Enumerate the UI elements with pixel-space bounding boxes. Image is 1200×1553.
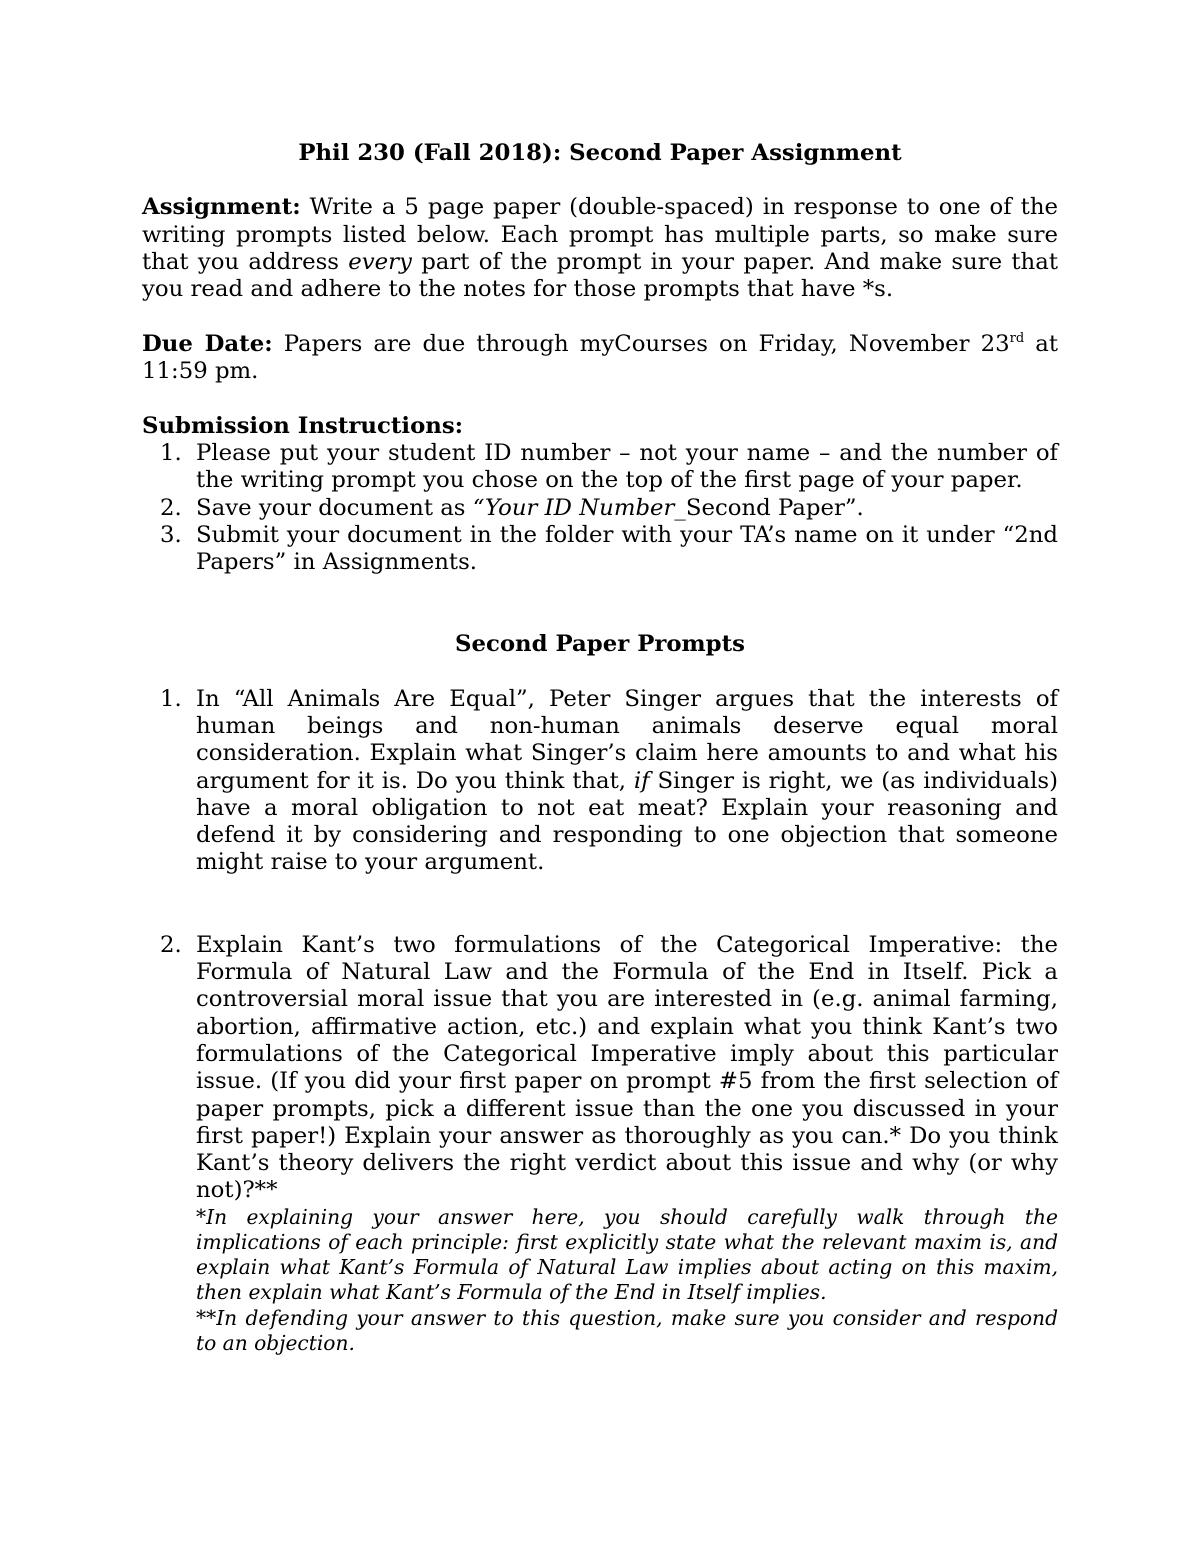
submission-item-text: Please put your student ID number – not your name – and the number of the writing prompt you chose on the top of the first page of your paper. — [196, 439, 1058, 494]
due-date-text-a: Papers are due through myCourses on Friday, November 23 — [272, 330, 1010, 357]
prompts-list-continued — [142, 932, 1058, 1356]
list-number: 3. — [160, 521, 182, 548]
prompt-text: Explain Kant’s two formulations of the Categorical Imperative: the Formula of Natural Law and the Formula of the End in Itself. Pick a controversial moral issue that you are interested in (e.g. animal farming, abortion, affirmative action, etc.) and explain what you think Kant’s two formulations of the Categorical Imperative imply about this particular issue. (If you did your first paper on prompt #5 from the first selection of paper prompts, pick a different issue than the one you discussed in your first paper!) Explain your answer as thoroughly as you can.* Do you think Kant’s theory delivers the right verdict about this issue and why (or why not)?** — [196, 931, 1058, 1204]
prompts-heading: Second Paper Prompts — [455, 631, 745, 658]
list-number: 1. — [160, 439, 182, 466]
assignment-emphasis: every — [348, 248, 412, 275]
submission-list — [142, 440, 1058, 576]
submission-heading: Submission Instructions: — [142, 412, 464, 439]
submission-item-2 — [142, 495, 1058, 522]
assignment-paragraph — [142, 194, 1058, 303]
list-number: 1. — [160, 685, 182, 712]
prompt-text-b: Singer is right, we (as individuals) have a moral obligation to not eat meat? Explain your reasoning and defend it by considering and responding to one objection that someone might raise to your argument. — [196, 767, 1058, 876]
due-date-text-b: at 11:59 pm. — [142, 330, 1059, 385]
prompt-note-1: *In explaining your answer here, you should carefully walk through the implications of each principle: first explicitly state what the relevant maxim is, and explain what Kant’s Formula of Natural Law implies about acting on this maxim, then explain what Kant’s Formula of the End in Itself implies. — [196, 1204, 1058, 1305]
assignment-text-a: Write a 5 page paper (double-spaced) in response to one of the writing prompts listed below. Each prompt has multiple parts, so make sure that you address — [142, 194, 1058, 275]
list-number: 2. — [160, 931, 182, 958]
prompt-italic: if — [633, 767, 650, 794]
document-page — [142, 140, 1058, 1356]
due-date-label: Due Date: — [142, 330, 273, 357]
due-date-paragraph — [142, 331, 1058, 386]
submission-item-text-a: Save your document as — [196, 494, 473, 521]
submission-item-text: Submit your document in the folder with your TA’s name on it under “2nd Papers” in Assignments. — [196, 521, 1058, 576]
prompt-text-a: In “All Animals Are Equal”, Peter Singer argues that the interests of human beings and non-human animals deserve equal moral consideration. Explain what Singer’s claim here amounts to and what his argument for it is. Do you think that, — [196, 685, 1058, 794]
assignment-text-b: part of the prompt in your paper. And make sure that you read and adhere to the notes for those prompts that have *s. — [142, 248, 1058, 303]
prompt-item-1 — [142, 686, 1058, 877]
submission-item-1 — [142, 440, 1058, 495]
document-title: Phil 230 (Fall 2018): Second Paper Assignment — [298, 140, 902, 166]
prompt-note-2: **In defending your answer to this question, make sure you consider and respond to an objection. — [196, 1305, 1058, 1355]
due-date-superscript: rd — [1009, 330, 1025, 346]
list-number: 2. — [160, 494, 182, 521]
submission-item-3 — [142, 522, 1058, 577]
submission-item-text-b: Second Paper”. — [685, 494, 864, 521]
prompts-list — [142, 686, 1058, 877]
submission-item-italic: “Your ID Number_ — [472, 494, 686, 521]
assignment-label: Assignment: — [142, 194, 301, 221]
prompt-item-2 — [142, 932, 1058, 1356]
